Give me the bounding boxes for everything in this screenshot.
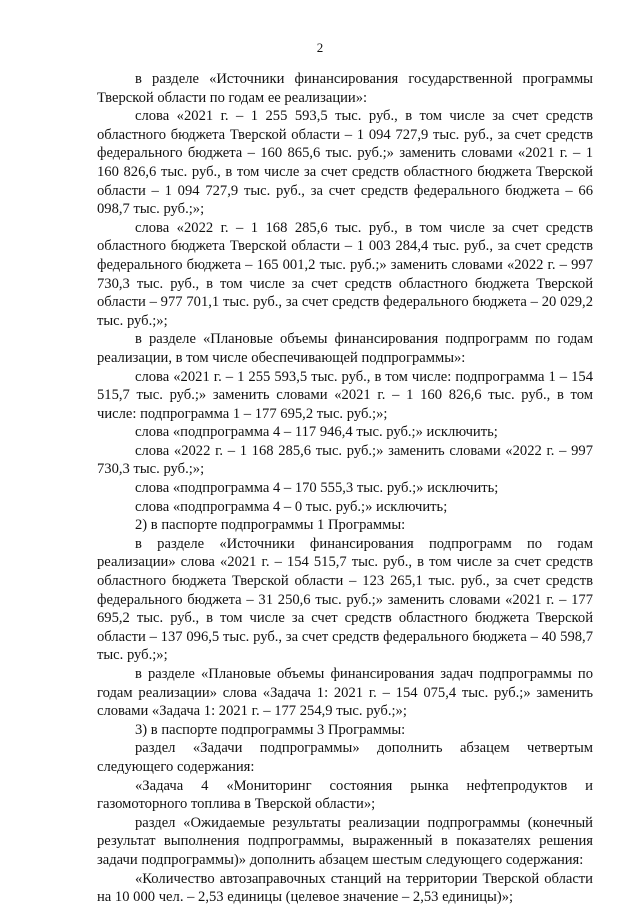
page-number: 2: [316, 40, 324, 55]
paragraph: 3) в паспорте подпрограммы 3 Программы:: [135, 721, 406, 738]
paragraph: в разделе «Плановые объемы финансирования подпрограмм по годам реализации, в том числе обеспечивающей подпрограммы»:: [97, 331, 593, 366]
paragraph: раздел «Ожидаемые результаты реализации подпрограммы (конечный результат выполнения подпрограммы, выраженный в показателях решения задачи подпрограммы)» дополнить абзацем шестым следующего содержания:: [97, 814, 593, 868]
paragraph: «Количество автозаправочных станций на территории Тверской области на 10 000 чел. – 2,53 единицы (целевое значение – 2,53 единицы)»;: [97, 870, 593, 906]
paragraph: слова «2022 г. – 1 168 285,6 тыс. руб.;» заменить словами «2022 г. – 997 730,3 тыс. руб.;»;: [97, 442, 593, 478]
paragraph: в разделе «Плановые объемы финансирования задач подпрограммы по годам реализации» слова «Задача 1: 2021 г. – 154 075,4 тыс. руб.;» заменить словами «Задача 1: 2021 г. – 177 254,9 тыс. руб.;»;: [97, 666, 593, 720]
paragraph: слова «2021 г. – 1 255 593,5 тыс. руб., в том числе: подпрограмма 1 – 154 515,7 тыс. руб.;» заменить словами «2021 г. – 1 160 826,6 тыс. руб., в том числе: подпрограмма 1 – 177 695,2 тыс. руб.;»;: [97, 368, 593, 422]
paragraph: слова «2022 г. – 1 168 285,6 тыс. руб., в том числе за счет средств областного бюджета Тверской области – 1 003 284,4 тыс. руб., за счет средств федерального бюджета – 165 001,2 тыс. руб.;» заменить словами «2022 г. – 997 730,3 тыс. руб., в том числе за счет средств областного бюджета Тверской области – 977 701,1 тыс. руб., за счет средств федерального бюджета – 20 029,2 тыс. руб.;»;: [97, 219, 593, 329]
paragraph: «Задача 4 «Мониторинг состояния рынка нефтепродуктов и газомоторного топлива в Тверской области»;: [97, 777, 593, 813]
paragraph: 2) в паспорте подпрограммы 1 Программы:: [135, 517, 406, 534]
paragraph: слова «2021 г. – 1 255 593,5 тыс. руб., в том числе за счет средств областного бюджета Тверской области – 1 094 727,9 тыс. руб., за счет средств федерального бюджета – 160 865,6 тыс. руб.;» заменить словами «2021 г. – 1 160 826,6 тыс. руб., в том числе за счет средств областного бюджета Тверской области – 1 094 727,9 тыс. руб., за счет средств федерального бюджета – 66 098,7 тыс. руб.;»;: [97, 108, 593, 218]
document-body: [97, 70, 593, 907]
paragraph: в разделе «Источники финансирования государственной программы Тверской области по годам ее реализации»:: [97, 71, 593, 106]
paragraph: слова «подпрограмма 4 – 117 946,4 тыс. руб.;» исключить;: [135, 424, 498, 441]
paragraph: раздел «Задачи подпрограммы» дополнить абзацем четвертым следующего содержания:: [97, 740, 593, 775]
paragraph: слова «подпрограмма 4 – 170 555,3 тыс. руб.;» исключить;: [135, 480, 499, 497]
paragraph: в разделе «Источники финансирования подпрограмм по годам реализации» слова «2021 г. – 154 515,7 тыс. руб., в том числе за счет средств областного бюджета Тверской области – 123 265,1 тыс. руб., за счет средств федерального бюджета – 31 250,6 тыс. руб.;» заменить словами «2021 г. – 177 695,2 тыс. руб., в том числе за счет средств областного бюджета Тверской области – 137 096,5 тыс. руб., за счет средств федерального бюджета – 40 598,7 тыс. руб.;»;: [97, 535, 593, 664]
paragraph: слова «подпрограмма 4 – 0 тыс. руб.;» исключить;: [135, 498, 448, 515]
